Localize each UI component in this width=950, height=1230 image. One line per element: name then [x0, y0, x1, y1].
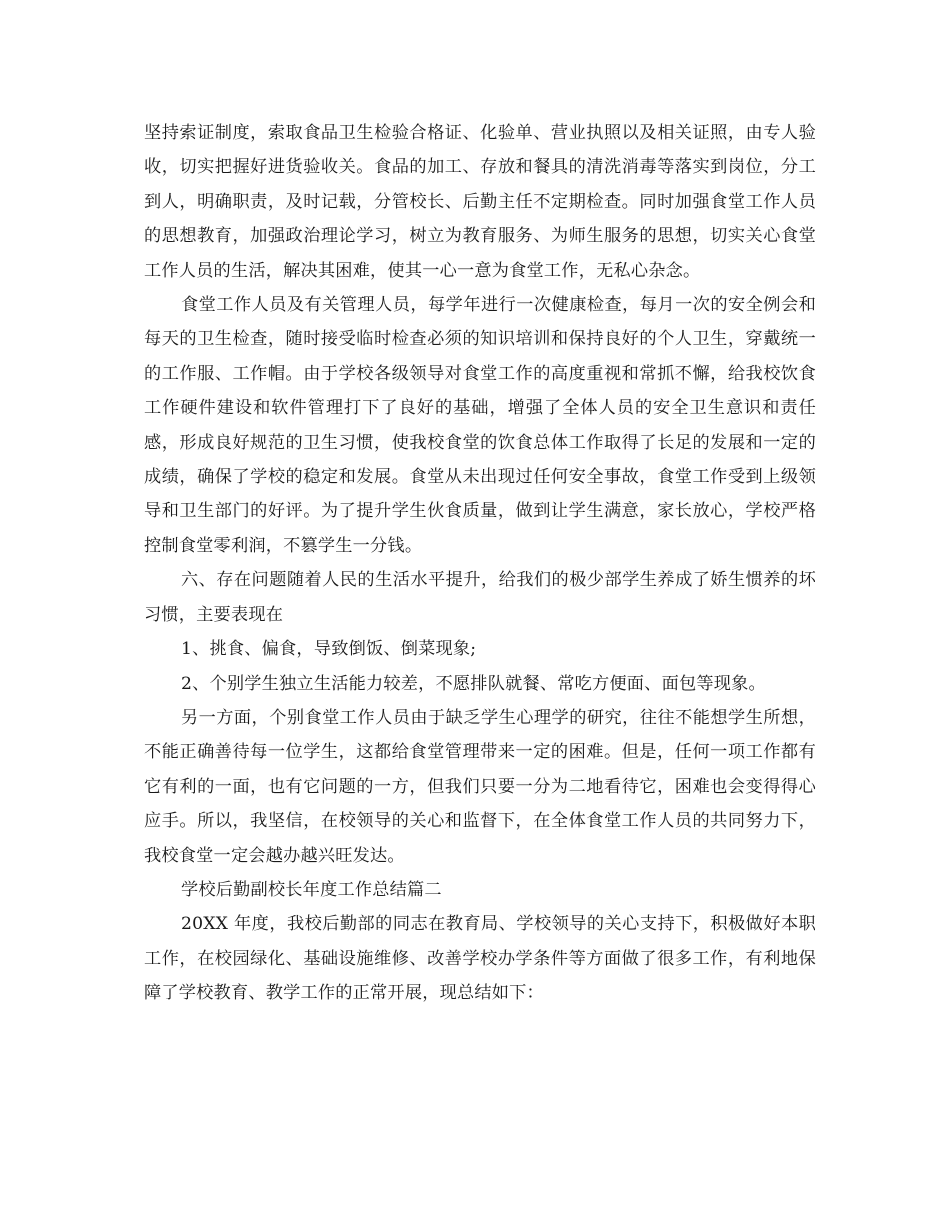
- document-body: [144, 116, 816, 1011]
- section-heading: 学校后勤副校长年度工作总结篇二: [180, 879, 442, 900]
- paragraph-4: 1、挑食、偏食，导致倒饭、倒菜现象;: [180, 639, 477, 660]
- paragraph-6: 另一方面，个别食堂工作人员由于缺乏学生心理学的研究，往往不能想学生所想，不能正确善待每一位学生，这都给食堂管理带来一定的困难。但是，任何一项工作都有它有利的一面，也有它问题的一方，但我们只要一分为二地看待它，困难也会变得得心应手。所以，我坚信，在校领导的关心和监督下，在全体食堂工作人员的共同努力下，我校食堂一定会越办越兴旺发达。: [144, 707, 816, 866]
- paragraph-2: 食堂工作人员及有关管理人员，每学年进行一次健康检查，每月一次的安全例会和每天的卫生检查，随时接受临时检查必须的知识培训和保持良好的个人卫生，穿戴统一的工作服、工作帽。由于学校各级领导对食堂工作的高度重视和常抓不懈，给我校饮食工作硬件建设和软件管理打下了良好的基础，增强了全体人员的安全卫生意识和责任感，形成良好规范的卫生习惯，使我校食堂的饮食总体工作取得了长足的发展和一定的成绩，确保了学校的稳定和发展。食堂从未出现过任何安全事故，食堂工作受到上级领导和卫生部门的好评。为了提升学生伙食质量，做到让学生满意，家长放心，学校严格控制食堂零利润，不篡学生一分钱。: [144, 295, 816, 556]
- paragraph-1: 坚持索证制度，索取食品卫生检验合格证、化验单、营业执照以及相关证照，由专人验收，切实把握好进货验收关。食品的加工、存放和餐具的清洗消毒等落实到岗位，分工到人，明确职责，及时记载，分管校长、后勤主任不定期检查。同时加强食堂工作人员的思想教育，加强政治理论学习，树立为教育服务、为师生服务的思想，切实关心食堂工作人员的生活，解决其困难，使其一心一意为食堂工作，无私心杂念。: [144, 123, 816, 281]
- paragraph-5: 2、个别学生独立生活能力较差，不愿排队就餐、常吃方便面、面包等现象。: [180, 673, 766, 694]
- paragraph-8: 20XX 年度，我校后勤部的同志在教育局、学校领导的关心支持下，积极做好本职工作，在校园绿化、基础设施维修、改善学校办学条件等方面做了很多工作，有利地保障了学校教育、教学工作的正常开展，现总结如下：: [144, 914, 816, 1004]
- paragraph-3: 六、存在问题随着人民的生活水平提升，给我们的极少部学生养成了娇生惯养的坏习惯，主要表现在: [144, 570, 816, 625]
